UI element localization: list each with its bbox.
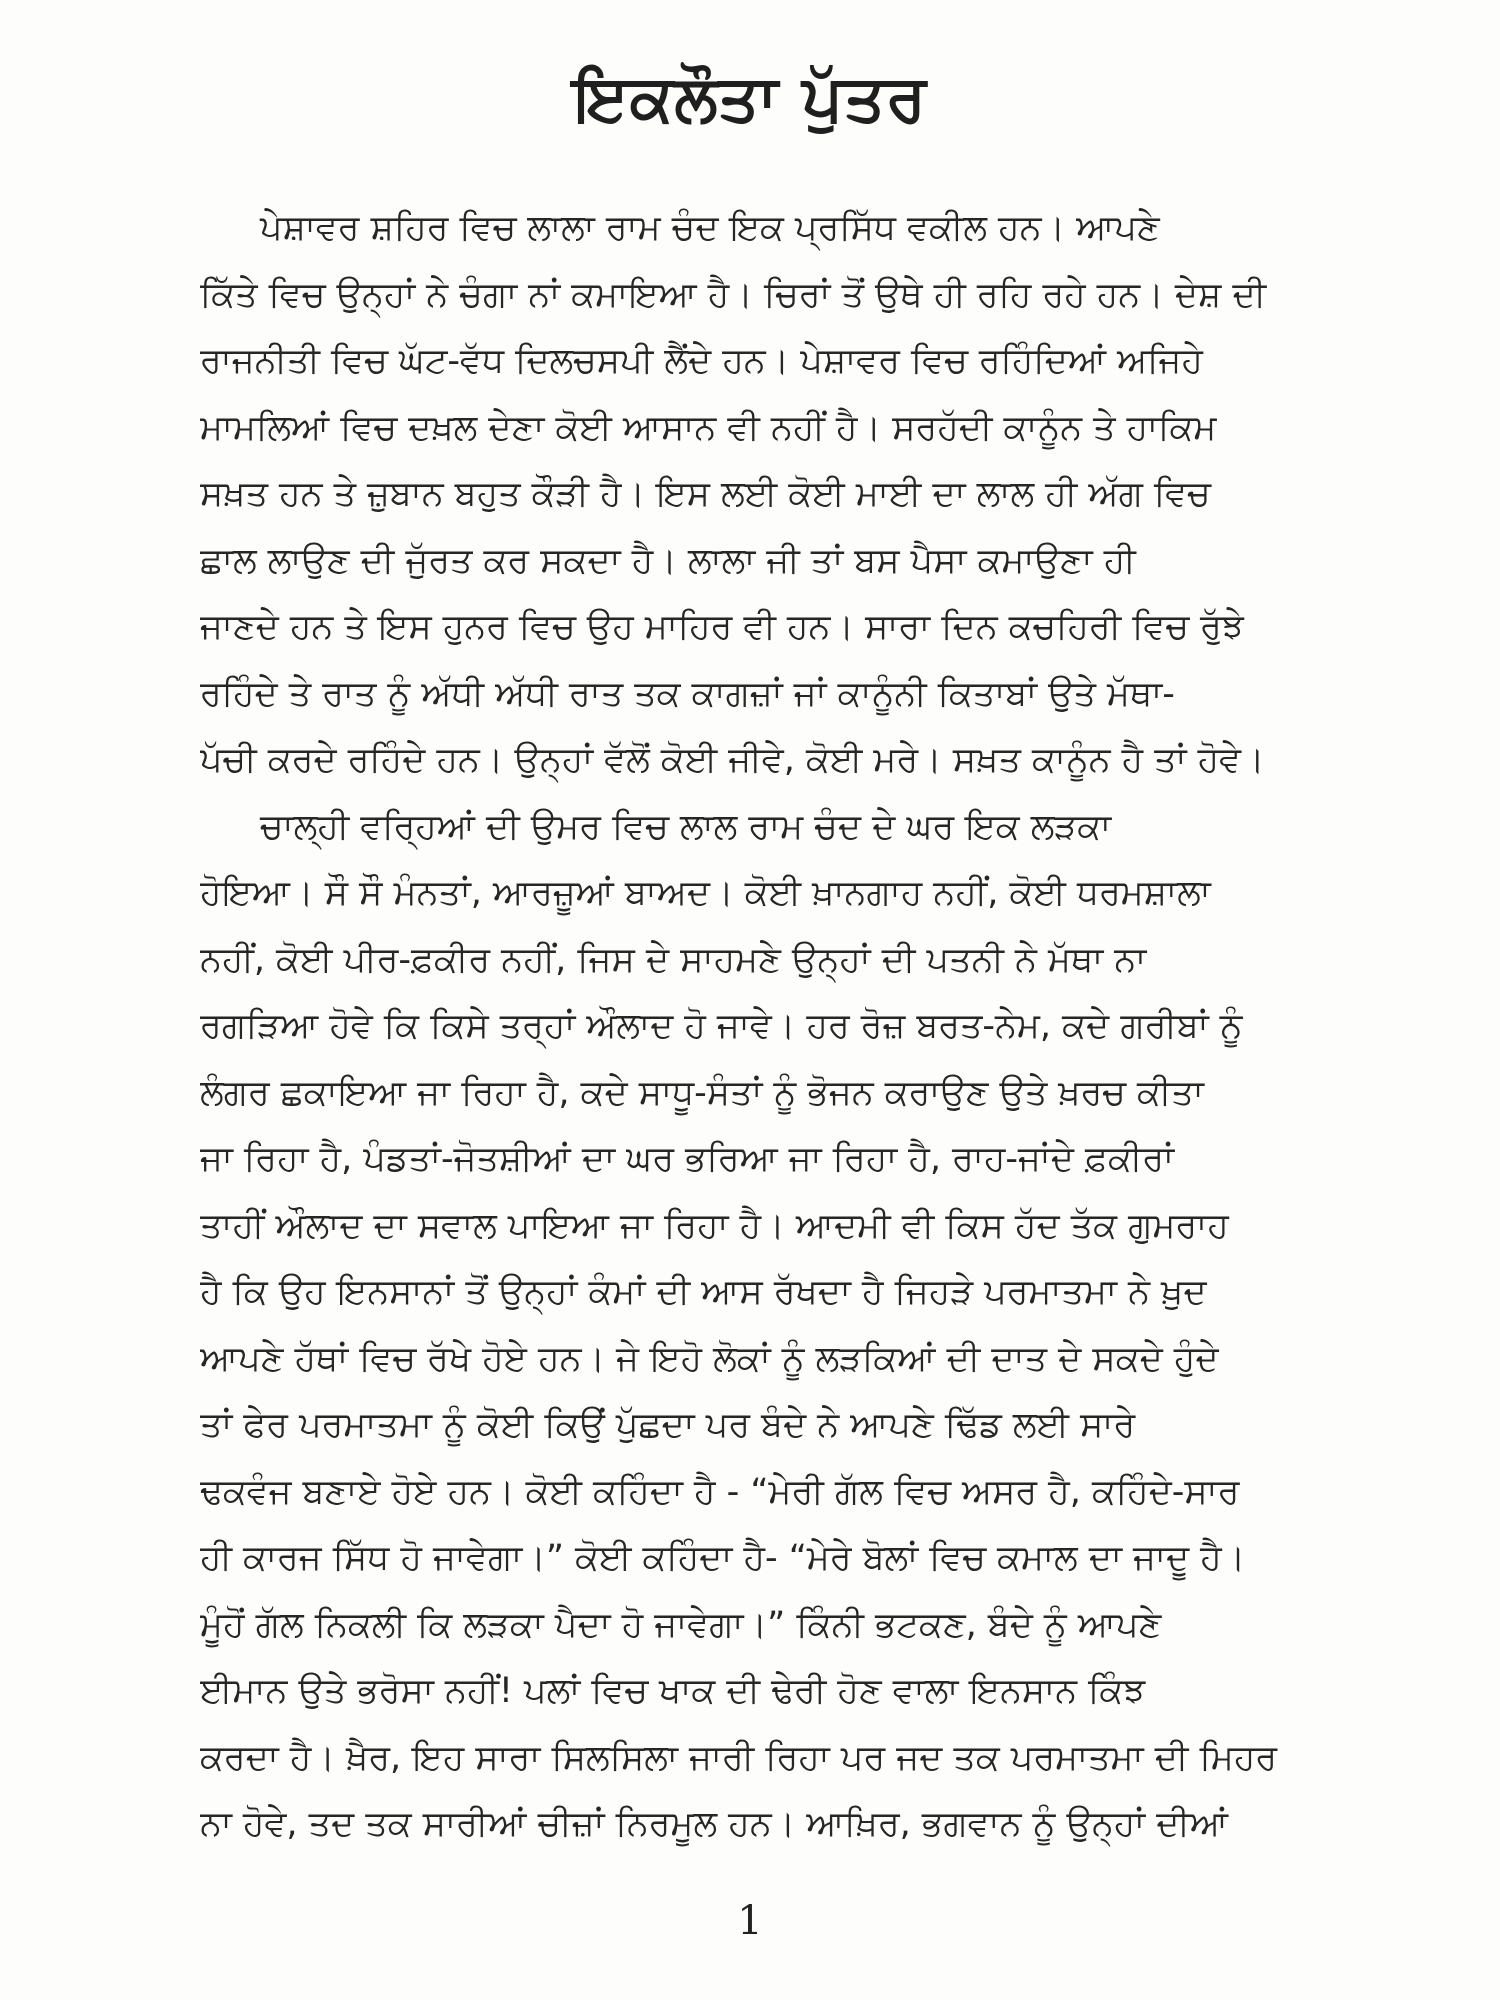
text-line: ਢਕਵੰਜ ਬਣਾਏ ਹੋਏ ਹਨ। ਕੋਈ ਕਹਿੰਦਾ ਹੈ - “ਮੇਰੀ ਗੱਲ ਵਿਚ ਅਸਰ ਹੈ, ਕਹਿੰਦੇ-ਸਾਰ: [200, 1471, 1240, 1512]
text-line: ਜਾਣਦੇ ਹਨ ਤੇ ਇਸ ਹੁਨਰ ਵਿਚ ਉਹ ਮਾਹਿਰ ਵੀ ਹਨ। ਸਾਰਾ ਦਿਨ ਕਚਹਿਰੀ ਵਿਚ ਰੁੱਝੇ: [200, 607, 1244, 647]
text-line: ਜਾ ਰਿਹਾ ਹੈ, ਪੰਡਤਾਂ-ਜੋਤਸ਼ੀਆਂ ਦਾ ਘਰ ਭਰਿਆ ਜਾ ਰਿਹਾ ਹੈ, ਰਾਹ-ਜਾਂਦੇ ਫ਼ਕੀਰਾਂ: [200, 1139, 1174, 1179]
text-line: ਆਪਣੇ ਹੱਥਾਂ ਵਿਚ ਰੱਖੇ ਹੋਏ ਹਨ। ਜੇ ਇਹੋ ਲੋਕਾਂ ਨੂੰ ਲੜਕਿਆਂ ਦੀ ਦਾਤ ਦੇ ਸਕਦੇ ਹੁੰਦੇ: [200, 1338, 1219, 1379]
text-line: ਰਹਿੰਦੇ ਤੇ ਰਾਤ ਨੂੰ ਅੱਧੀ ਅੱਧੀ ਰਾਤ ਤਕ ਕਾਗਜ਼ਾਂ ਜਾਂ ਕਾਨੂੰਨੀ ਕਿਤਾਬਾਂ ਉਤੇ ਮੱਥਾ-: [200, 673, 1175, 714]
text-line: ਪੇਸ਼ਾਵਰ ਸ਼ਹਿਰ ਵਿਚ ਲਾਲਾ ਰਾਮ ਚੰਦ ਇਕ ਪ੍ਰਸਿੱਧ ਵਕੀਲ ਹਨ। ਆਪਣੇ: [260, 208, 1160, 248]
page-number: 1: [737, 1898, 763, 1944]
text-line: ਚਾਲ੍ਹੀ ਵਰ੍ਹਿਆਂ ਦੀ ਉਮਰ ਵਿਚ ਲਾਲ ਰਾਮ ਚੰਦ ਦੇ ਘਰ ਇਕ ਲੜਕਾ: [260, 806, 1112, 847]
text-line: ਹੀ ਕਾਰਜ ਸਿੱਧ ਹੋ ਜਾਵੇਗਾ।” ਕੋਈ ਕਹਿੰਦਾ ਹੈ- “ਮੇਰੇ ਬੋਲਾਂ ਵਿਚ ਕਮਾਲ ਦਾ ਜਾਦੂ ਹੈ।: [200, 1538, 1246, 1578]
text-line: ਮੂੰਹੋਂ ਗੱਲ ਨਿਕਲੀ ਕਿ ਲੜਕਾ ਪੈਦਾ ਹੋ ਜਾਵੇਗਾ।” ਕਿੰਨੀ ਭਟਕਣ, ਬੰਦੇ ਨੂੰ ਆਪਣੇ: [200, 1604, 1162, 1645]
text-line: ਪੱਚੀ ਕਰਦੇ ਰਹਿੰਦੇ ਹਨ। ਉਨ੍ਹਾਂ ਵੱਲੋਂ ਕੋਈ ਜੀਵੇ, ਕੋਈ ਮਰੇ। ਸਖ਼ਤ ਕਾਨੂੰਨ ਹੈ ਤਾਂ ਹੋਵੇ।: [200, 740, 1265, 780]
text-line: ਨਾ ਹੋਵੇ, ਤਦ ਤਕ ਸਾਰੀਆਂ ਚੀਜ਼ਾਂ ਨਿਰਮੂਲ ਹਨ। ਆਖ਼ਿਰ, ਭਗਵਾਨ ਨੂੰ ਉਨ੍ਹਾਂ ਦੀਆਂ: [200, 1804, 1229, 1844]
text-line: ਲੰਗਰ ਛਕਾਇਆ ਜਾ ਰਿਹਾ ਹੈ, ਕਦੇ ਸਾਧੂ-ਸੰਤਾਂ ਨੂੰ ਭੋਜਨ ਕਰਾਉਣ ਉਤੇ ਖ਼ਰਚ ਕੀਤਾ: [200, 1072, 1204, 1113]
text-line: ਸਖ਼ਤ ਹਨ ਤੇ ਜ਼ੁਬਾਨ ਬਹੁਤ ਕੌੜੀ ਹੈ। ਇਸ ਲਈ ਕੋਈ ਮਾਈ ਦਾ ਲਾਲ ਹੀ ਅੱਗ ਵਿਚ: [200, 474, 1211, 514]
text-line: ਈਮਾਨ ਉਤੇ ਭਰੋਸਾ ਨਹੀਂ! ਪਲਾਂ ਵਿਚ ਖਾਕ ਦੀ ਢੇਰੀ ਹੋਣ ਵਾਲਾ ਇਨਸਾਨ ਕਿੰਝ: [200, 1671, 1146, 1711]
text-line: ਹੋਇਆ। ਸੌ ਸੌ ਮੰਨਤਾਂ, ਆਰਜ਼ੂਆਂ ਬਾਅਦ। ਕੋਈ ਖ਼ਾਨਗਾਹ ਨਹੀਂ, ਕੋਈ ਧਰਮਸ਼ਾਲਾ: [200, 873, 1211, 913]
body-text: [200, 195, 1380, 1858]
text-line: ਤਾਹੀਂ ਔਲਾਦ ਦਾ ਸਵਾਲ ਪਾਇਆ ਜਾ ਰਿਹਾ ਹੈ। ਆਦਮੀ ਵੀ ਕਿਸ ਹੱਦ ਤੱਕ ਗੁਮਰਾਹ: [200, 1205, 1229, 1246]
text-line: ਮਾਮਲਿਆਂ ਵਿਚ ਦਖ਼ਲ ਦੇਣਾ ਕੋਈ ਆਸਾਨ ਵੀ ਨਹੀਂ ਹੈ। ਸਰਹੱਦੀ ਕਾਨੂੰਨ ਤੇ ਹਾਕਿਮ: [200, 407, 1217, 448]
text-line: ਰਾਜਨੀਤੀ ਵਿਚ ਘੱਟ-ਵੱਧ ਦਿਲਚਸਪੀ ਲੈਂਦੇ ਹਨ। ਪੇਸ਼ਾਵਰ ਵਿਚ ਰਹਿੰਦਿਆਂ ਅਜਿਹੇ: [200, 341, 1203, 381]
chapter-title: ਇਕਲੌਤਾ ਪੁੱਤਰ: [573, 62, 927, 136]
text-line: ਛਾਲ ਲਾਉਣ ਦੀ ਜੁੱਰਤ ਕਰ ਸਕਦਾ ਹੈ। ਲਾਲਾ ਜੀ ਤਾਂ ਬਸ ਪੈਸਾ ਕਮਾਉਣਾ ਹੀ: [200, 540, 1136, 581]
text-line: ਹੈ ਕਿ ਉਹ ਇਨਸਾਨਾਂ ਤੋਂ ਉਨ੍ਹਾਂ ਕੰਮਾਂ ਦੀ ਆਸ ਰੱਖਦਾ ਹੈ ਜਿਹੜੇ ਪਰਮਾਤਮਾ ਨੇ ਖ਼ੁਦ: [200, 1272, 1207, 1312]
text-line: ਤਾਂ ਫੇਰ ਪਰਮਾਤਮਾ ਨੂੰ ਕੋਈ ਕਿਉਂ ਪੁੱਛਦਾ ਪਰ ਬੰਦੇ ਨੇ ਆਪਣੇ ਢਿੱਡ ਲਈ ਸਾਰੇ: [200, 1405, 1136, 1445]
text-line: ਕਰਦਾ ਹੈ। ਖ਼ੈਰ, ਇਹ ਸਾਰਾ ਸਿਲਸਿਲਾ ਜਾਰੀ ਰਿਹਾ ਪਰ ਜਦ ਤਕ ਪਰਮਾਤਮਾ ਦੀ ਮਿਹਰ: [200, 1737, 1278, 1778]
text-line: ਰਗੜਿਆ ਹੋਵੇ ਕਿ ਕਿਸੇ ਤਰ੍ਹਾਂ ਔਲਾਦ ਹੋ ਜਾਵੇ। ਹਰ ਰੋਜ਼ ਬਰਤ-ਨੇਮ, ਕਦੇ ਗਰੀਬਾਂ ਨੂੰ: [200, 1006, 1243, 1046]
text-line: ਨਹੀਂ, ਕੋਈ ਪੀਰ-ਫ਼ਕੀਰ ਨਹੀਂ, ਜਿਸ ਦੇ ਸਾਹਮਣੇ ਉਨ੍ਹਾਂ ਦੀ ਪਤਨੀ ਨੇ ਮੱਥਾ ਨਾ: [200, 939, 1147, 980]
text-line: ਕਿੱਤੇ ਵਿਚ ਉਨ੍ਹਾਂ ਨੇ ਚੰਗਾ ਨਾਂ ਕਮਾਇਆ ਹੈ। ਚਿਰਾਂ ਤੋਂ ਉਥੇ ਹੀ ਰਹਿ ਰਹੇ ਹਨ। ਦੇਸ਼ ਦੀ: [200, 274, 1267, 315]
